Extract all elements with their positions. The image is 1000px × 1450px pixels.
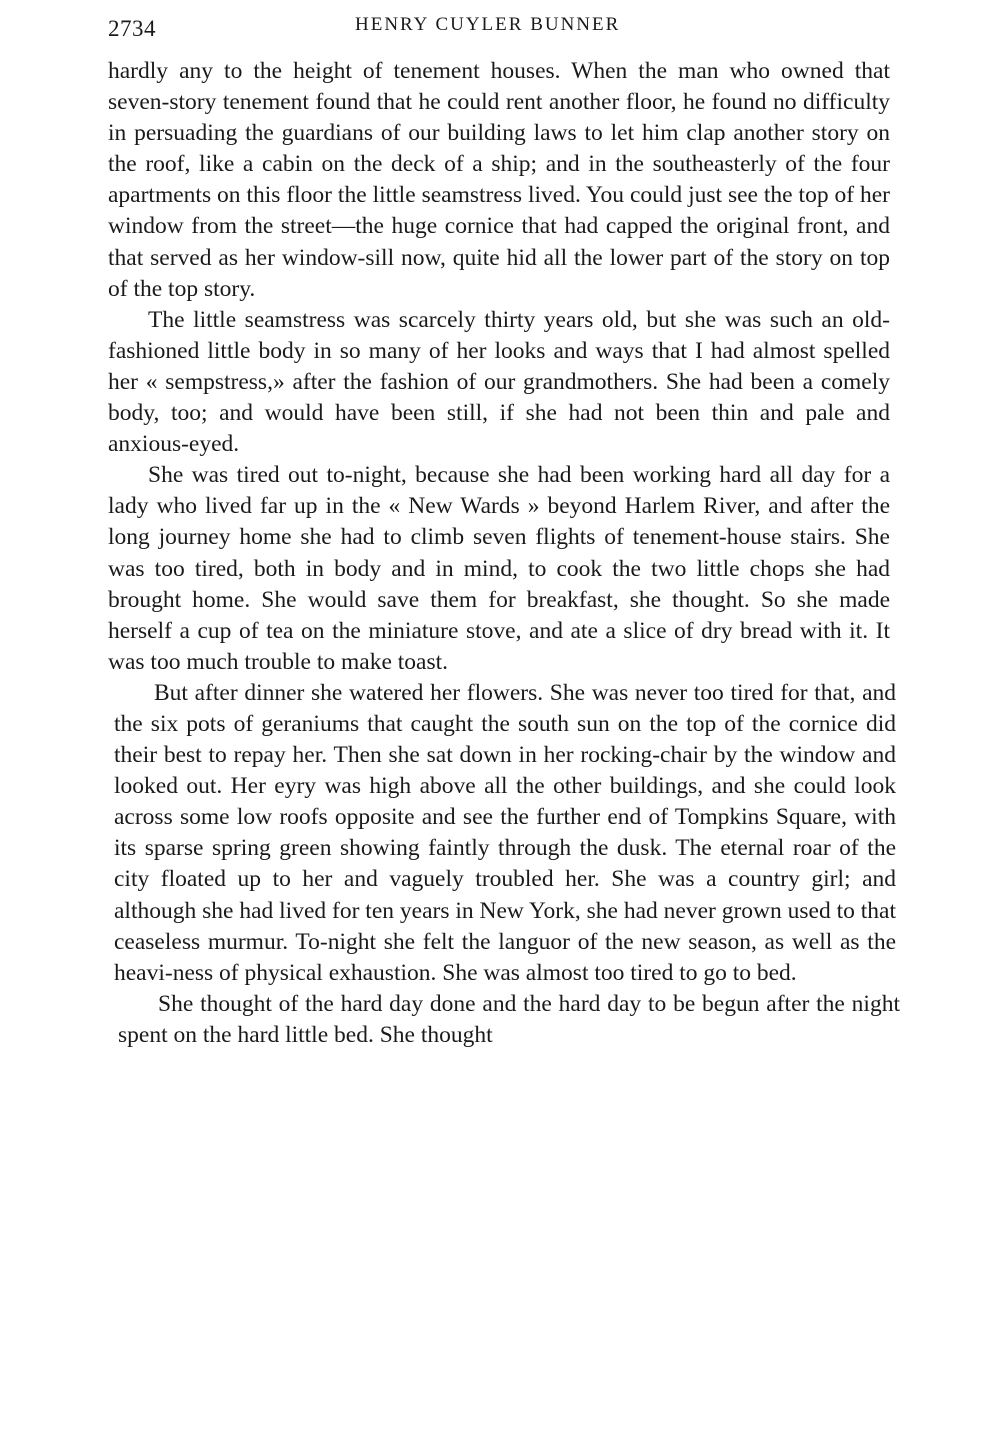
paragraph-1: hardly any to the height of tenement houses. When the man who owned that seven-story tenement found that he could rent another floor, he found no difficulty in persuading the guardians of our building laws to let him clap another story on the roof, like a cabin on the deck of a ship; and in the southeasterly of the four apartments on this floor the little seamstress lived. You could just see the top of her window from the street—the huge cornice that had capped the original front, and that served as her window-sill now, quite hid all the lower part of the story on top of the top story. — [108, 58, 890, 302]
running-head: HENRY CUYLER BUNNER — [355, 14, 621, 35]
paragraph-2: The little seamstress was scarcely thirty years old, but she was such an old-fashioned little body in so many of her looks and ways that I had almost spelled her « sempstress,» after the fashion of our grandmothers. She had been a comely body, too; and would have been still, if she had not been thin and pale and anxious-eyed. — [108, 306, 890, 458]
page-header — [0, 8, 1000, 41]
paragraph-5: She thought of the hard day done and the hard day to be begun after the night spent on the hard little bed. She thought — [118, 990, 900, 1048]
page-number: 2734 — [108, 16, 156, 41]
paragraph-3: She was tired out to-night, because she had been working hard all day for a lady who lived far up in the « New Wards » beyond Harlem River, and after the long journey home she had to climb seven flights of tenement-house stairs. She was too tired, both in body and in mind, to cook the two little chops she had brought home. She would save them for breakfast, she thought. So she made herself a cup of tea on the miniature stove, and ate a slice of dry bread with it. It was too much trouble to make toast. — [108, 462, 890, 675]
paragraph-4: But after dinner she watered her flowers. She was never too tired for that, and the six pots of geraniums that caught the south sun on the top of the cornice did their best to repay her. Then she sat down in her rocking-chair by the window and looked out. Her eyry was high above all the other buildings, and she could look across some low roofs opposite and see the further end of Tompkins Square, with its sparse spring green showing faintly through the dusk. The eternal roar of the city floated up to her and vaguely troubled her. She was a country girl; and although she had lived for ten years in New York, she had never grown used to that ceaseless murmur. To-night she felt the languor of the new season, as well as the heavi-ness of physical exhaustion. She was almost too tired to go to bed. — [114, 679, 896, 986]
body-text — [108, 56, 900, 1051]
